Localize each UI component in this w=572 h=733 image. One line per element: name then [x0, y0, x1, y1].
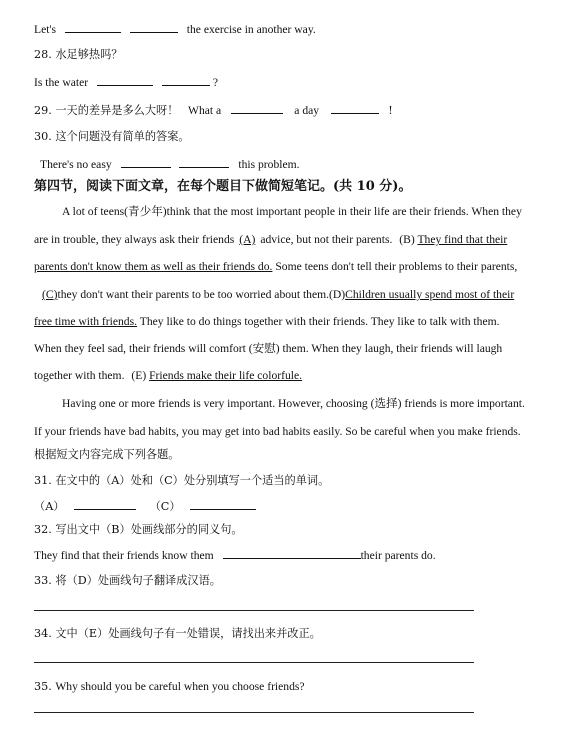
q34-question	[34, 627, 572, 641]
q27-line	[34, 22, 572, 37]
passage-text: They like to do things together with their friends. They like to talk with them.	[139, 315, 500, 328]
passage-line-8: Having one or more friends is very important. However, choosing (选择) friends is more important.	[62, 397, 525, 410]
q28-suffix: ?	[212, 76, 218, 89]
passage-line-5	[34, 315, 572, 329]
q32-blank[interactable]	[223, 548, 361, 559]
q28-question	[34, 48, 572, 62]
q28-blank-1[interactable]	[97, 75, 153, 86]
q31-question	[34, 474, 572, 488]
mark-a: (A)	[239, 233, 256, 246]
q30-blank-2[interactable]	[179, 157, 229, 168]
passage-line-3	[34, 260, 572, 274]
passage-text: together with them.	[34, 369, 125, 382]
q29-end: !	[388, 104, 393, 117]
q29-blank-2[interactable]	[331, 103, 379, 114]
passage-line-7	[34, 369, 572, 383]
q31-number: 31.	[34, 474, 52, 487]
q32-text: 写出文中（B）处画线部分的同义句。	[55, 523, 243, 536]
q32-suffix: their parents do.	[360, 549, 436, 562]
q29-chinese: 一天的差异是多么大呀！	[55, 104, 179, 117]
passage-line-9: If your friends have bad habits, you may get into bad habits easily. So be careful when you make friends.	[34, 425, 521, 438]
q28-answer-line	[34, 75, 572, 90]
q34-answer-line[interactable]	[34, 662, 474, 663]
q30-answer-line	[40, 157, 572, 172]
q35-question	[34, 680, 572, 694]
q27-blank-1[interactable]	[65, 22, 121, 33]
q30-number: 30.	[34, 130, 52, 143]
passage-text: advice, but not their parents.	[260, 233, 393, 246]
q29-number: 29.	[34, 104, 52, 117]
q30-chinese: 这个问题没有简单的答案。	[55, 130, 190, 143]
q32-number: 32.	[34, 523, 52, 536]
q28-chinese: 水足够热吗？	[55, 48, 123, 61]
q29-a-day: a day	[294, 104, 320, 117]
underline-d-part1: Children usually spend most of their	[345, 288, 515, 301]
underline-b-part1: They find that their	[417, 233, 508, 246]
passage-text: are in trouble, they always ask their friends	[34, 233, 235, 246]
q29-blank-1[interactable]	[231, 103, 283, 114]
passage-line-4	[34, 288, 572, 302]
underline-e-sentence: Friends make their life colorfule.	[149, 369, 303, 382]
q27-prefix: Let's	[34, 23, 57, 36]
q29-line	[34, 103, 572, 118]
passage-text: Some teens don't tell their problems to their parents,	[275, 260, 518, 273]
q27-blank-2[interactable]	[130, 22, 178, 33]
passage-text: they don't want their parents to be too worried about them.	[57, 288, 330, 301]
q30-suffix: this problem.	[238, 158, 300, 171]
underline-d-part2: free time with friends.	[34, 315, 138, 328]
passage-line-1: A lot of teens(青少年)think that the most important people in their life are their friends. When they	[62, 205, 522, 218]
q31-label-c: （C）	[149, 500, 181, 513]
q31-text: 在文中的（A）处和（C）处分别填写一个适当的单词。	[55, 474, 330, 487]
q33-answer-line[interactable]	[34, 610, 474, 611]
q30-question	[34, 130, 572, 144]
mark-e: (E)	[131, 369, 147, 382]
q33-number: 33.	[34, 574, 52, 587]
passage-line-6: When they feel sad, their friends will comfort (安慰) them. When they laugh, their friends will laugh	[34, 342, 503, 355]
mark-d: (D)	[329, 288, 346, 301]
q33-text: 将（D）处画线句子翻译成汉语。	[55, 574, 221, 587]
q31-answer-line	[34, 499, 572, 514]
mark-b: (B)	[399, 233, 415, 246]
q32-answer-line	[34, 548, 572, 563]
q34-number: 34.	[34, 627, 52, 640]
q31-blank-a[interactable]	[74, 499, 136, 510]
q27-suffix: the exercise in another way.	[186, 23, 316, 36]
underline-b-part2: parents don't know them as well as their friends do.	[34, 260, 273, 273]
q33-question	[34, 574, 572, 588]
instruction-text: 根据短文内容完成下列各题。	[34, 448, 180, 461]
q32-prefix: They find that their friends know them	[34, 549, 214, 562]
mark-c: (C)	[42, 288, 58, 301]
q28-number: 28.	[34, 48, 52, 61]
q30-prefix: There's no easy	[40, 158, 112, 171]
q31-blank-c[interactable]	[190, 499, 256, 510]
q29-what-a: What a	[188, 104, 222, 117]
section-4-title: 第四节，阅读下面文章，在每个题目下做简短笔记。(共 10 分)。	[34, 179, 412, 194]
q31-label-a: （A）	[34, 500, 65, 513]
q32-question	[34, 523, 572, 537]
q34-text: 文中（E）处画线句子有一处错误，请找出来并改正。	[55, 627, 321, 640]
q35-number: 35.	[34, 680, 52, 693]
passage-line-2	[34, 233, 572, 247]
q35-text: Why should you be careful when you choose friends?	[55, 680, 305, 693]
q28-prefix: Is the water	[34, 76, 89, 89]
q30-blank-1[interactable]	[121, 157, 171, 168]
q35-answer-line[interactable]	[34, 712, 474, 713]
q28-blank-2[interactable]	[162, 75, 210, 86]
